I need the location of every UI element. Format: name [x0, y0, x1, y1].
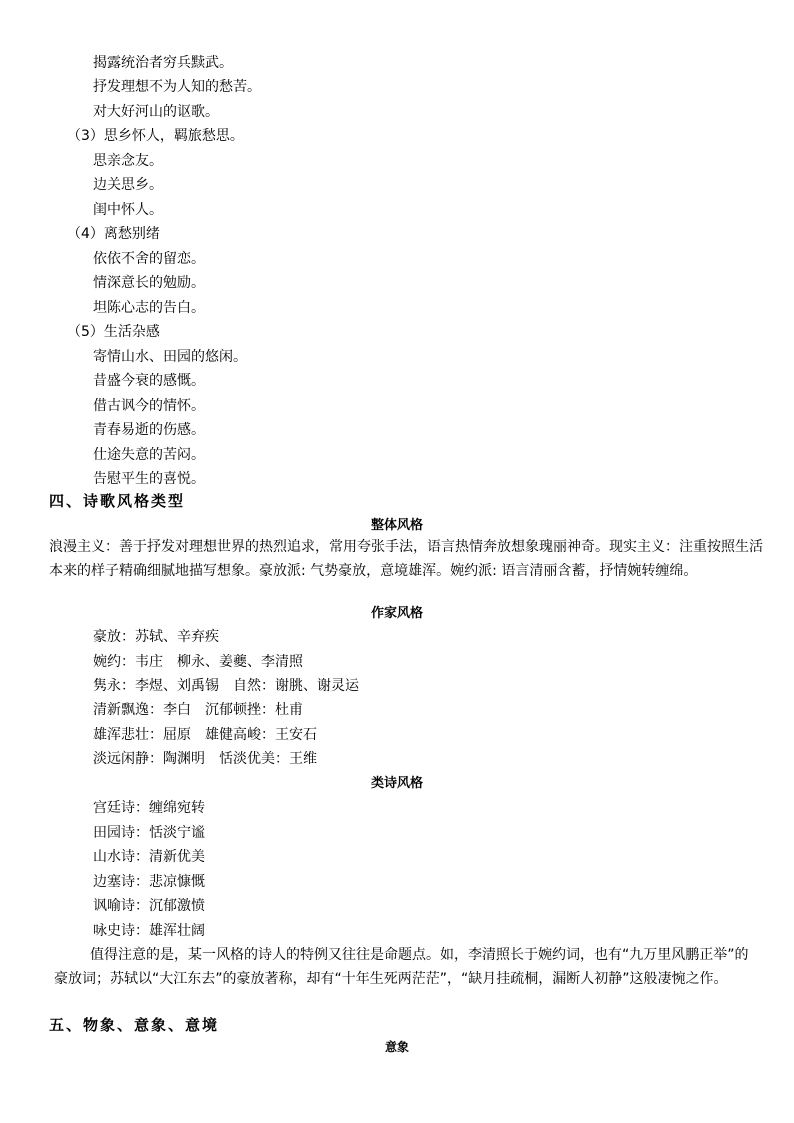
theme-heading: （4）离愁别绪 — [67, 226, 160, 242]
list-item: 昔盛今衰的感慨。 — [93, 373, 205, 389]
list-item: 宫廷诗：缠绵宛转 — [93, 800, 205, 816]
theme-heading: （5）生活杂感 — [67, 324, 160, 340]
list-item: 边塞诗：悲凉慷慨 — [93, 874, 205, 890]
list-item: 告慰平生的喜悦。 — [93, 471, 205, 487]
list-item: 山水诗：清新优美 — [93, 849, 205, 865]
list-item: 思亲念友。 — [93, 153, 163, 169]
list-item: 边关思乡。 — [93, 177, 163, 193]
sub-heading: 作家风格 — [370, 606, 423, 621]
overall-style-paragraph: 浪漫主义：善于抒发对理想世界的热烈追求，常用夸张手法，语言热情奔放想象瑰丽神奇。现实主义：注重按照生活本来的样子精确细腻地描写想象。豪放派: 气势豪放，意境雄浑。婉约派: 语言清丽含蓄，抒情婉转缠绵。 — [49, 539, 763, 579]
list-item: 田园诗：恬淡宁谧 — [93, 825, 205, 841]
list-item: 借古讽今的情怀。 — [93, 398, 205, 414]
list-item: 清新飘逸：李白 沉郁顿挫：杜甫 — [93, 702, 303, 718]
theme-heading: （3）思乡怀人，羁旅愁思。 — [67, 128, 244, 144]
section-heading: 五、物象、意象、意境 — [49, 1016, 220, 1034]
list-item: 寄情山水、田园的悠闲。 — [93, 349, 247, 365]
list-item: 情深意长的勉励。 — [93, 275, 205, 291]
list-item: 揭露统治者穷兵黩武。 — [93, 55, 233, 71]
sub-heading: 类诗风格 — [370, 776, 423, 791]
sub-heading: 意象 — [384, 1040, 409, 1054]
note-paragraph: 值得注意的是，某一风格的诗人的特例又往往是命题点。如，李清照长于婉约词，也有“九万里风鹏正举”的豪放词；苏轼以“大江东去”的豪放著称，却有“十年生死两茫茫”，“缺月挂疏桐，漏断人初静”这般凄惋之作。 — [54, 947, 749, 987]
list-item: 对大好河山的讴歌。 — [93, 104, 219, 120]
list-item: 隽永：李煜、刘禹锡 自然：谢朓、谢灵运 — [93, 678, 359, 694]
list-item: 青春易逝的伤感。 — [93, 422, 205, 438]
list-item: 雄浑悲壮：屈原 雄健高峻：王安石 — [93, 727, 317, 743]
sub-heading: 整体风格 — [370, 518, 423, 533]
list-item: 咏史诗：雄浑壮阔 — [93, 923, 205, 939]
list-item: 闺中怀人。 — [93, 202, 163, 218]
list-item: 讽喻诗：沉郁激愤 — [93, 898, 205, 914]
list-item: 坦陈心志的告白。 — [93, 300, 205, 316]
section-heading: 四、诗歌风格类型 — [49, 492, 186, 510]
list-item: 婉约：韦庄 柳永、姜夔、李清照 — [93, 654, 303, 670]
list-item: 抒发理想不为人知的愁苦。 — [93, 79, 261, 95]
list-item: 依依不舍的留恋。 — [93, 251, 205, 267]
list-item: 淡远闲静：陶渊明 恬淡优美：王维 — [93, 751, 317, 767]
list-item: 豪放：苏轼、辛弃疾 — [93, 629, 219, 645]
list-item: 仕途失意的苦闷。 — [93, 447, 205, 463]
